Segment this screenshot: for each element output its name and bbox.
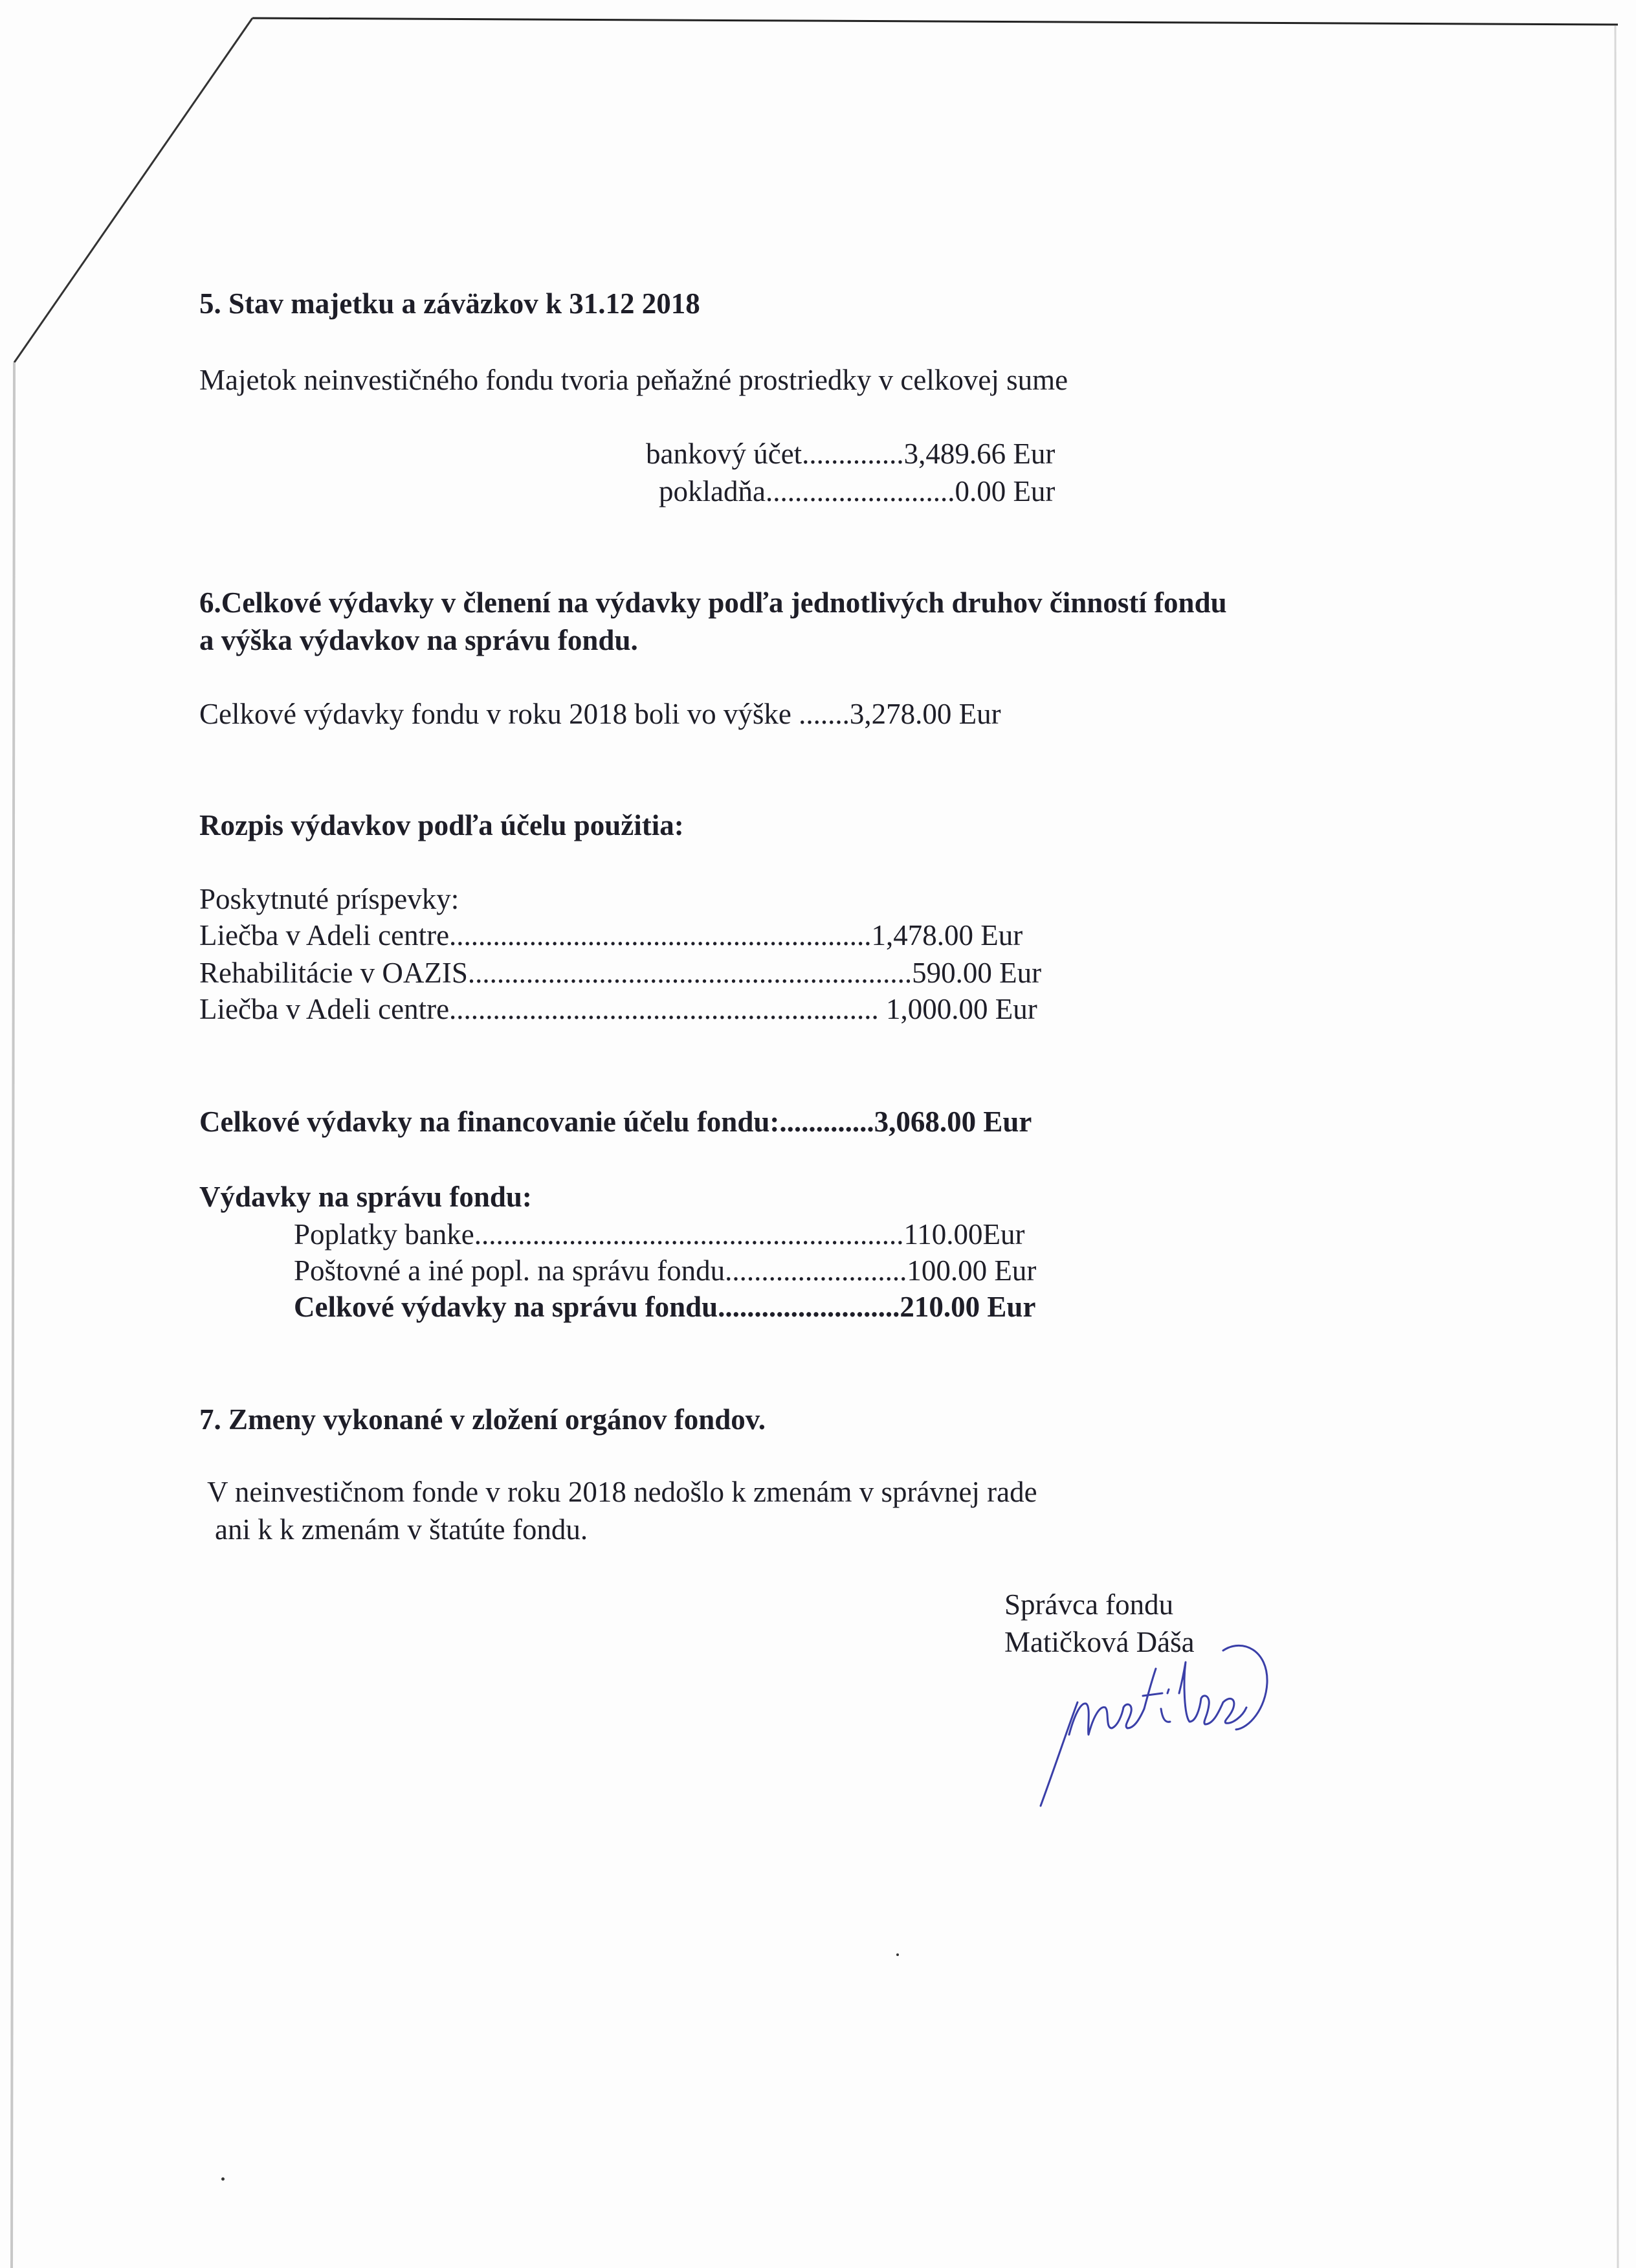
breakdown-item: Liečba v Adeli centre..........................................................1,478.00 Eur [199, 919, 1023, 951]
total-expenses-line: Celkové výdavky fondu v roku 2018 boli vo výške .......3,278.00 Eur [199, 698, 1001, 730]
scan-speck [896, 1953, 899, 1956]
section7-line1: V neinvestičnom fonde v roku 2018 nedošlo k zmenám v správnej rade [207, 1476, 1037, 1508]
breakdown-item: Liečba v Adeli centre........................................................... 1,000.00 Eur [199, 993, 1037, 1025]
administration-item: Poplatky banke...........................................................110.00Eur [294, 1218, 1025, 1251]
breakdown-heading: Rozpis výdavkov podľa účelu použitia: [199, 809, 684, 841]
purpose-total-line: Celkové výdavky na financovanie účelu fondu:.............3,068.00 Eur [199, 1106, 1032, 1138]
administration-item: Poštovné a iné popl. na správu fondu.........................100.00 Eur [294, 1254, 1037, 1287]
scan-speck [221, 2177, 225, 2181]
section6-heading-line2: a výška výdavkov na správu fondu. [199, 624, 638, 656]
administrator-role: Správca fondu [1004, 1588, 1174, 1621]
section7-heading: 7. Zmeny vykonané v zložení orgánov fondov. [199, 1403, 766, 1436]
section5-intro: Majetok neinvestičného fondu tvoria peňažné prostriedky v celkovej sume [199, 364, 1068, 396]
section7-line2: ani k k zmenám v štatúte fondu. [215, 1513, 588, 1546]
administration-heading: Výdavky na správu fondu: [199, 1181, 532, 1213]
contributions-subheading: Poskytnuté príspevky: [199, 883, 459, 915]
breakdown-item: Rehabilitácie v OAZIS.............................................................590.00 Eur [199, 957, 1042, 989]
administrator-name: Matičková Dáša [1004, 1626, 1195, 1658]
administration-total-line: Celkové výdavky na správu fondu.........................210.00 Eur [294, 1291, 1036, 1323]
cash-line: pokladňa..........................0.00 Eur [659, 475, 1056, 507]
section5-heading: 5. Stav majetku a záväzkov k 31.12 2018 [199, 287, 700, 320]
handwritten-signature [1029, 1631, 1301, 1819]
bank-account-line: bankový účet..............3,489.66 Eur [646, 438, 1056, 470]
section6-heading-line1: 6.Celkové výdavky v členení na výdavky podľa jednotlivých druhov činností fondu [199, 586, 1227, 619]
